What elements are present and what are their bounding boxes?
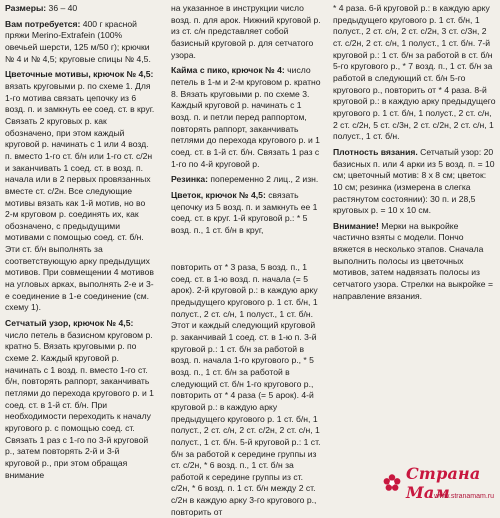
paragraph-text: * 4 раза. 6-й круговой р.: в каждую арку предыдущего кругового р. 1 ст. б/н, 1 полуст., 2 ст. с/н, 2 ст. с/2н, 3 ст. с/3н, 2 ст. с/2н, 2 ст. с/н, 1 полуст., 1 ст. б/н. 7-й круговой р.: 1 ст. б/н за работой в ст. б/н 5-го кругового р., * 7 возд. п., 1 ст. б/н за работой в следующий ст. б/н 5-го кругового р., повторить от * 4 раза. 8-й круговой р.: в каждую арку предыдущего кругового р. 1 ст. б/н, 1 полуст., 2 ст. с/н, 2 ст. с/2н, 5 ст. с/3н, 2 ст. с/2н, 2 ст. с/н, 1 полуст., 1 ст. б/н. xyxy=(333,3,496,142)
paragraph-text: на указанное в инструкции число возд. п. для арок. Нижний круговой р. из ст. с/н представляет собой базисный круговой р. для сетчатого узора. xyxy=(171,3,321,60)
paragraph xyxy=(5,318,155,481)
text-column-2-lower xyxy=(171,262,321,517)
section-heading: Размеры: xyxy=(5,3,47,13)
section-heading: Кайма с пико, крючок № 4: xyxy=(171,65,285,76)
paragraph xyxy=(171,174,321,186)
text-column-3 xyxy=(333,3,496,333)
paragraph-text: число петель в 1-м и 2-м круговом р. кратно 8. Вязать круговыми р. по схеме 3. Каждый круговой р. начинать с 1 возд. п. и петли перед раппортом, повторять раппорт, заканчивать петлями до перехода кругового р. и 1 соед. ст. в 1-й ст. б/н. Связать 1 раз с 1-го по 4-й круговой р. xyxy=(171,65,321,169)
paragraph-text: вязать круговыми р. по схеме 1. Для 1-го мотива связать цепочку из 6 возд. п. и замкнуть ее соед. ст. в круг. Связать 2 круговых р. как обозначено, при этом каждый круговой р. начинать с 1 или 4 возд. п. вместо 1-го ст. б/н или 1-го ст. с/2н и заканчивать 1 соед. ст. в возд. п. начала или в 2 первых провязанных вместе ст. с/2н. Все следующие мотивы вязать как 1-й мотив, но во 2-м круговом р. соединять их, как обозначено, с предыдущими мотивами с помощью соед. ст. б/н. Эти ст. б/н выполнять за соответствующую арку предыдущих мотивов. При совмещении 4 мотивов на угловых арках, выполнять 2-е и 3-е соединение в 1-е соединение (см. схему 1). xyxy=(5,80,155,313)
paragraph xyxy=(5,3,155,15)
watermark-url: www.stranamam.ru xyxy=(434,493,494,500)
paragraph-text: Мерки на выкройке частично взяты с модели. Пончо вяжется в несколько этапов. Сначала выполнить полосы из цветочных мотивов, затем надвязать полосы из сетчатого узора. Стрелки на выкройке = направление вязания. xyxy=(333,220,493,301)
paragraph-text: Сетчатый узор: 20 базисных п. или 4 арки из 5 возд. п. = 10 см; цветочный мотив: 8 х 8 см; цветок: 10 см; резинка (измерена в слегка растянутом состоянии): 30 п. и 28,5 круговых р. = 10 х 10 см. xyxy=(333,146,495,216)
paragraph xyxy=(171,65,321,170)
paragraph xyxy=(333,147,496,217)
section-heading: Цветочные мотивы, крючок № 4,5: xyxy=(5,69,154,80)
text-column-1 xyxy=(5,3,155,497)
paragraph xyxy=(171,262,321,518)
flower-logo-icon xyxy=(382,473,402,493)
watermark-text: Страна Мам xyxy=(406,464,481,502)
paragraph-text: повторить от * 3 раза, 5 возд. п., 1 соед. ст. в 1-ю возд. п. начала (= 5 арок). 2-й круговой р.: в каждую арку предыдущего кругового р. 1 ст. б/н, 1 полуст., 2 ст. с/н, 1 полуст., 1 ст. б/н. Этот и каждый следующий круговой р. заканчивай 1 соед. ст. в 1-ю п. 3-й круговой р.: 1 ст. б/н за работой в возд. п. начала 1-го кругового р., * 5 возд. п., 1 ст. б/н за работой в следующий ст. б/н 1-го кругового р., повторить от * 4 раза (= 5 арок). 4-й круговой р.: в каждую арку предыдущего кругового р. 1 ст. б/н, 1 полуст., 2 ст. с/н, 2 ст. с/2н, 2 ст. с/н, 1 полуст., 1 ст. б/н. 5-й круговой р.: 1 ст. б/н за работой к середине группы из ст. с/2н, * 6 возд. п., 1 ст. б/н за работой к середине группы из ст. с/2н, * 6 возд. п. 1 ст. б/н между 2 ст. с/2н в каждую арку 3-го кругового р., повторить от xyxy=(171,262,321,517)
section-heading: Плотность вязания. xyxy=(333,146,418,157)
paragraph-text: 36 – 40 xyxy=(46,3,78,13)
section-heading: Резинка: xyxy=(171,174,208,185)
paragraph-text: связать цепочку из 5 возд. п. и замкнуть ее 1 соед. ст. в круг. 1-й круговой р.: * 5 возд. п., 1 ст. б/н в круг, xyxy=(171,189,318,235)
paragraph xyxy=(333,221,496,303)
paragraph-text: 400 г красной пряжи Merino-Extrafein (100% овечьей шерсти, 125 м/50 г); крючки № 4 и № 4,5; круговые спицы № 4,5. xyxy=(5,18,151,64)
paragraph xyxy=(171,3,321,61)
section-heading: Цветок, крючок № 4,5: xyxy=(171,189,266,200)
text-column-2 xyxy=(171,3,321,271)
section-heading: Внимание! xyxy=(333,220,379,231)
paragraph-text: попеременно 2 лиц., 2 изн. xyxy=(208,174,319,185)
paragraph xyxy=(333,3,496,143)
section-heading: Вам потребуется: xyxy=(5,18,81,29)
paragraph-text: число петель в базисном круговом р. кратно 5. Вязать круговыми р. по схеме 2. Каждый круговой р. начинать с 1 возд. п. вместо 1-го ст. б/н, повторять раппорт, заканчивать петлями до перехода кругового р. и 1 соед. ст. в 1-й ст. б/н. При необходимости переходить к началу кругового р. с помощью соед. ст. Связать 1 раз с 1-го по 3-й круговой р., затем повторять 2-й и 3-й круговой р., при этом обращая внимание xyxy=(5,329,154,480)
section-heading: Сетчатый узор, крючок № 4,5: xyxy=(5,318,134,329)
paragraph xyxy=(5,19,155,66)
paragraph xyxy=(171,190,321,237)
paragraph xyxy=(5,69,155,314)
